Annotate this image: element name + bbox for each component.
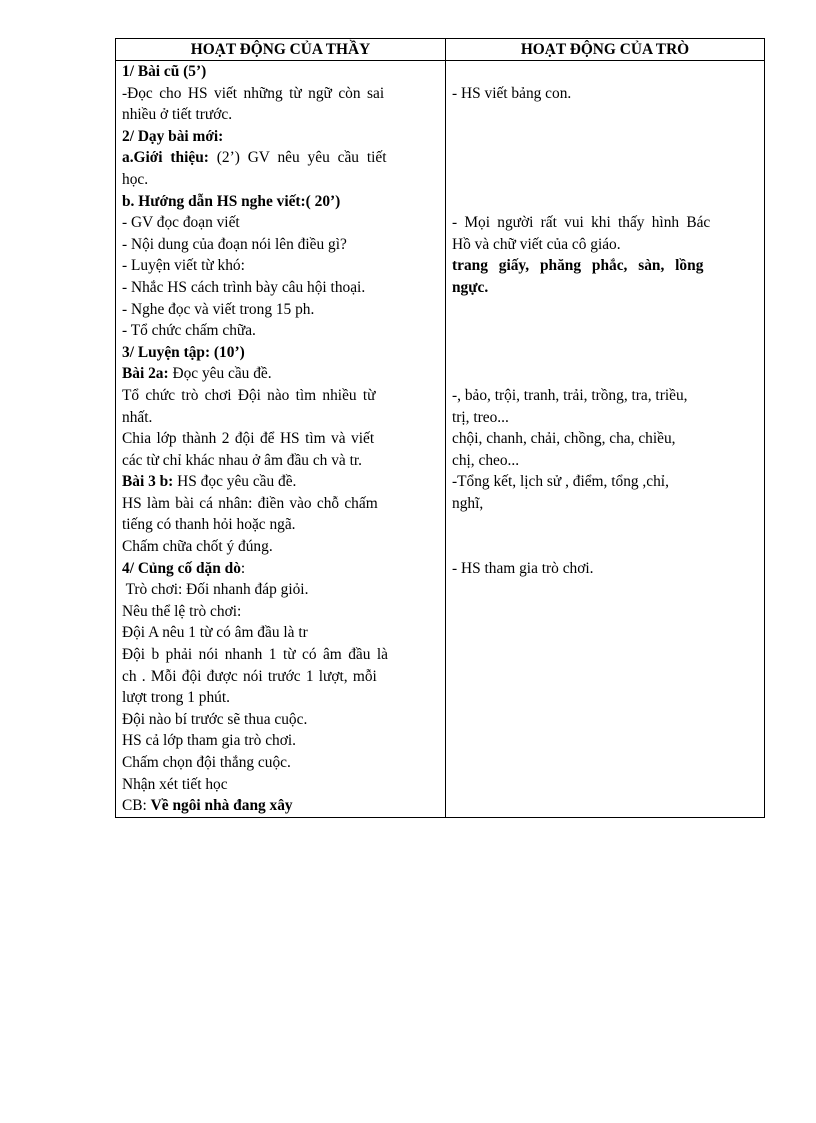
- answer-tr-words: -, bảo, trội, tranh, trải, trồng, tra, triều,: [452, 386, 688, 404]
- section-1-title: 1/ Bài cũ (5’): [122, 63, 207, 80]
- preparation-label: CB:: [122, 797, 151, 815]
- intro-line: [122, 147, 439, 169]
- teacher-column: [116, 61, 446, 818]
- content-row: [116, 61, 765, 818]
- exercise-2a-line: Chia lớp thành 2 đội để HS tìm và viết: [122, 430, 375, 448]
- section-2-title: 2/ Dạy bài mới:: [122, 127, 224, 145]
- spacer: [452, 104, 758, 126]
- section-1-line: -Đọc cho HS viết những từ ngữ còn sai: [122, 84, 385, 102]
- exercise-2a-line: nhất.: [122, 408, 153, 426]
- intro-line: học.: [122, 170, 149, 188]
- exercise-3b-line: tiếng có thanh hỏi hoặc ngã.: [122, 516, 296, 534]
- intro-text: (2’) GV nêu yêu cầu tiết: [208, 149, 387, 167]
- game-line: Trò chơi: Đối nhanh đáp giỏi.: [122, 581, 309, 599]
- spacer: [452, 342, 758, 364]
- game-line: Đội b phải nói nhanh 1 từ có âm đầu là: [122, 646, 389, 664]
- header-row: [116, 39, 765, 61]
- spacer: [452, 363, 758, 385]
- dictation-step: - Nghe đọc và viết trong 15 ph.: [122, 300, 315, 318]
- game-line: Nhận xét tiết học: [122, 775, 228, 793]
- student-header: HOẠT ĐỘNG CỦA TRÒ: [446, 39, 765, 61]
- dictation-step: - GV đọc đoạn viết: [122, 214, 240, 232]
- answer-ch-words: chội, chanh, chải, chồng, cha, chiều,: [452, 430, 676, 448]
- dictation-step: - Luyện viết từ khó:: [122, 257, 245, 275]
- exercise-3b-line: HS làm bài cá nhân: điền vào chỗ chấm: [122, 494, 378, 512]
- teacher-header: HOẠT ĐỘNG CỦA THẦY: [116, 39, 446, 61]
- student-activity: - HS tham gia trò chơi.: [452, 559, 594, 577]
- lesson-plan-table: [115, 38, 765, 818]
- spacer: [452, 299, 758, 321]
- section-4-label: 4/ Củng cố dặn dò: [122, 559, 241, 577]
- student-activity: - Mọi người rất vui khi thấy hình Bác: [452, 214, 711, 232]
- spacer: [452, 147, 758, 169]
- spacer: [452, 320, 758, 342]
- exercise-3b-label: Bài 3 b:: [122, 473, 174, 491]
- exercise-2a-line: các từ chỉ khác nhau ở âm đầu ch và tr.: [122, 451, 362, 469]
- answer-tone-words: -Tổng kết, lịch sử , điểm, tổng ,chỉ,: [452, 473, 669, 491]
- dictation-step: - Tổ chức chấm chữa.: [122, 322, 256, 340]
- spacer: [452, 169, 758, 191]
- game-line: Nêu thể lệ trò chơi:: [122, 602, 242, 620]
- exercise-3b-line: [122, 471, 439, 493]
- answer-tr-words: trị, treo...: [452, 408, 509, 426]
- preparation-title: Về ngôi nhà đang xây: [150, 797, 293, 815]
- answer-ch-words: chị, cheo...: [452, 451, 520, 469]
- student-activity: - HS viết bảng con.: [452, 84, 572, 102]
- spacer: [452, 61, 758, 83]
- spacer: [452, 191, 758, 213]
- game-line: Đội nào bí trước sẽ thua cuộc.: [122, 710, 308, 728]
- spacer: [452, 514, 758, 536]
- difficult-words: ngực.: [452, 278, 489, 296]
- game-line: HS cả lớp tham gia trò chơi.: [122, 732, 296, 750]
- section-1-line: nhiều ở tiết trước.: [122, 106, 233, 124]
- section-2b-title: b. Hướng dẫn HS nghe viết:( 20’): [122, 192, 341, 210]
- game-line: lượt trong 1 phút.: [122, 689, 230, 707]
- dictation-step: - Nội dung của đoạn nói lên điều gì?: [122, 235, 347, 253]
- spacer: [452, 126, 758, 148]
- intro-label: a.Giới thiệu:: [122, 149, 209, 167]
- student-activity: Hồ và chữ viết của cô giáo.: [452, 235, 621, 253]
- game-line: Chấm chọn đội thắng cuộc.: [122, 754, 291, 771]
- game-line: Đội A nêu 1 từ có âm đầu là tr: [122, 624, 308, 642]
- spacer: [452, 536, 758, 558]
- exercise-2a-line: Tổ chức trò chơi Đội nào tìm nhiều từ: [122, 386, 376, 404]
- section-4-colon: :: [240, 559, 246, 577]
- exercise-2a-line: [122, 363, 439, 385]
- difficult-words: trang giấy, phăng phắc, sàn, lồng: [452, 257, 704, 275]
- exercise-3b-line: Chấm chữa chốt ý đúng.: [122, 538, 273, 556]
- section-3-title: 3/ Luyện tập: (10’): [122, 343, 245, 361]
- student-column: [446, 61, 765, 818]
- answer-tone-words: nghĩ,: [452, 494, 484, 512]
- game-line: ch . Mỗi đội được nói trước 1 lượt, mỗi: [122, 667, 377, 685]
- exercise-3b-text: HS đọc yêu cầu đề.: [173, 473, 297, 491]
- dictation-step: - Nhắc HS cách trình bày câu hội thoại.: [122, 278, 366, 296]
- exercise-2a-label: Bài 2a:: [122, 365, 169, 383]
- exercise-2a-text: Đọc yêu cầu đề.: [168, 365, 272, 383]
- section-4-title: [122, 558, 439, 580]
- preparation-line: [122, 795, 439, 817]
